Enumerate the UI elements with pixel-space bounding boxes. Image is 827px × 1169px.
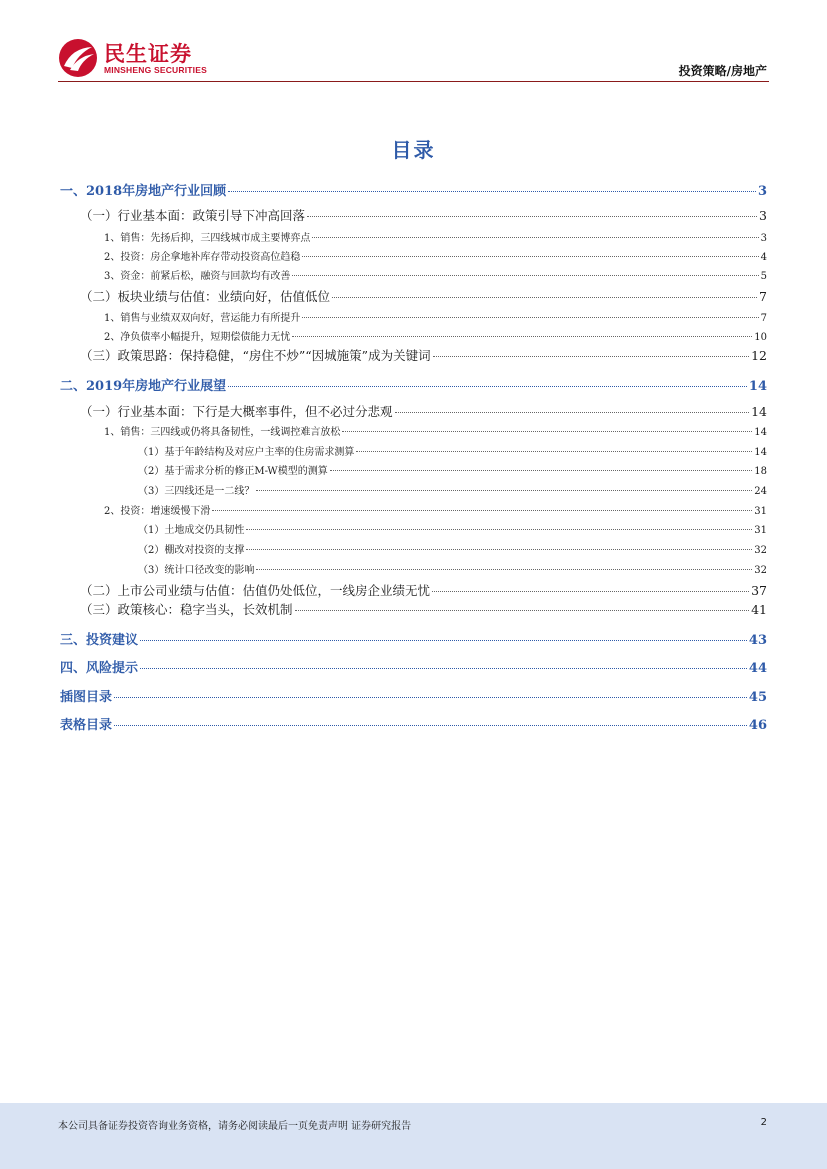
toc-entry-text: 一、2018年房地产行业回顾 bbox=[60, 184, 227, 199]
toc-page-number: 41 bbox=[751, 602, 767, 617]
toc-page-number: 14 bbox=[751, 404, 767, 419]
toc-entry-2-2[interactable] bbox=[80, 581, 767, 599]
dot-leader bbox=[228, 386, 747, 387]
minsheng-logo-icon bbox=[58, 38, 98, 78]
footer-page-number: 2 bbox=[760, 1117, 767, 1128]
toc-entry-text: 四、风险提示 bbox=[60, 661, 139, 676]
toc-page-number: 5 bbox=[760, 271, 767, 282]
toc-page-number: 10 bbox=[754, 332, 767, 343]
dot-leader bbox=[395, 412, 750, 413]
toc-entry-text: 1、销售：三四线或仍将具备韧性，一线调控难言放松 bbox=[104, 427, 341, 438]
toc-entry-2-3[interactable] bbox=[80, 600, 767, 618]
toc-page-number: 4 bbox=[760, 252, 767, 263]
dot-leader bbox=[356, 451, 752, 452]
toc-page-number: 12 bbox=[751, 348, 767, 363]
toc-page-number: 3 bbox=[757, 184, 767, 199]
toc-page-number: 14 bbox=[754, 447, 767, 458]
toc-entry-text: （一）行业基本面：下行是大概率事件，但不必过分悲观 bbox=[80, 404, 393, 419]
brand-name-en: MINSHENG SECURITIES bbox=[104, 65, 207, 75]
toc-entry-text: 1、销售：先扬后抑，三四线城市成主要博弈点 bbox=[104, 233, 311, 244]
toc-entry-1-1-3[interactable] bbox=[104, 267, 767, 285]
toc-entry-text: （三）政策核心：稳字当头，长效机制 bbox=[80, 602, 293, 617]
toc-entry-section-4[interactable] bbox=[60, 657, 767, 675]
toc-entry-2-1-2-1[interactable] bbox=[138, 521, 767, 539]
dot-leader bbox=[140, 640, 747, 641]
dot-leader bbox=[295, 610, 750, 611]
toc-entry-2-1-2-2[interactable] bbox=[138, 541, 767, 559]
toc-page-number: 45 bbox=[748, 690, 767, 705]
toc-entry-1-3[interactable] bbox=[80, 346, 767, 364]
dot-leader bbox=[332, 297, 757, 298]
page-header bbox=[0, 0, 827, 90]
dot-leader bbox=[140, 668, 747, 669]
toc-page-number: 46 bbox=[748, 718, 767, 733]
dot-leader bbox=[114, 725, 747, 726]
toc-entry-section-3[interactable] bbox=[60, 629, 767, 647]
toc-entry-1-2[interactable] bbox=[80, 287, 767, 305]
dot-leader bbox=[433, 356, 750, 357]
toc-entry-2-1-1-2[interactable] bbox=[138, 462, 767, 480]
dot-leader bbox=[302, 317, 758, 318]
toc-page-number: 3 bbox=[759, 208, 767, 223]
toc-entry-text: 表格目录 bbox=[60, 718, 113, 733]
toc-page-number: 32 bbox=[754, 545, 767, 556]
toc-page-number: 7 bbox=[760, 313, 767, 324]
toc-page-number: 7 bbox=[759, 289, 767, 304]
toc-entry-text: （3）三四线还是一二线？ bbox=[138, 486, 255, 497]
dot-leader bbox=[312, 237, 758, 238]
toc-page-number: 32 bbox=[754, 565, 767, 576]
toc-page-number: 14 bbox=[754, 427, 767, 438]
toc-entry-text: （1）土地成交仍具韧性 bbox=[138, 525, 245, 536]
toc-page-number: 24 bbox=[754, 486, 767, 497]
toc-entry-figure-list[interactable] bbox=[60, 686, 767, 704]
dot-leader bbox=[292, 275, 758, 276]
toc-entry-text: （2）基于需求分析的修正M-W模型的测算 bbox=[138, 466, 328, 477]
toc-page-number: 14 bbox=[748, 379, 767, 394]
toc-page-number: 37 bbox=[751, 583, 767, 598]
brand-name-cn: 民生证券 bbox=[104, 42, 192, 66]
dot-leader bbox=[256, 490, 752, 491]
toc-entry-1-1[interactable] bbox=[80, 206, 767, 224]
toc-entry-text: （二）板块业绩与估值：业绩向好，估值低位 bbox=[80, 289, 331, 304]
toc-entry-text: （3）统计口径改变的影响 bbox=[138, 565, 255, 576]
dot-leader bbox=[228, 191, 756, 192]
dot-leader bbox=[246, 529, 752, 530]
toc-entry-text: （2）棚改对投资的支撑 bbox=[138, 545, 245, 556]
toc-entry-text: 3、资金：前紧后松，融资与回款均有改善 bbox=[104, 271, 291, 282]
toc-entry-table-list[interactable] bbox=[60, 714, 767, 732]
toc-entry-text: （二）上市公司业绩与估值：估值仍处低位，一线房企业绩无忧 bbox=[80, 583, 431, 598]
toc-entry-2-1-1-1[interactable] bbox=[138, 443, 767, 461]
toc-page-number: 31 bbox=[754, 525, 767, 536]
toc-entry-2-1-2[interactable] bbox=[104, 502, 767, 520]
header-divider bbox=[58, 81, 769, 82]
dot-leader bbox=[114, 697, 747, 698]
toc-entry-2-1-1[interactable] bbox=[104, 423, 767, 441]
toc-entry-2-1-2-3[interactable] bbox=[138, 561, 767, 579]
toc-page-number: 3 bbox=[760, 233, 767, 244]
footer-disclaimer: 本公司具备证券投资咨询业务资格，请务必阅读最后一页免责声明 证券研究报告 bbox=[58, 1121, 412, 1132]
toc-page-number: 31 bbox=[754, 506, 767, 517]
toc-entry-text: 2、投资：房企拿地补库存带动投资高位趋稳 bbox=[104, 252, 301, 263]
toc-entry-text: 二、2019年房地产行业展望 bbox=[60, 379, 227, 394]
toc-entry-text: 2、投资：增速缓慢下滑 bbox=[104, 506, 211, 517]
toc-entry-1-1-2[interactable] bbox=[104, 248, 767, 266]
dot-leader bbox=[292, 336, 752, 337]
toc-entry-1-2-2[interactable] bbox=[104, 328, 767, 346]
toc-entry-1-2-1[interactable] bbox=[104, 309, 767, 327]
toc-entry-section-2[interactable] bbox=[60, 375, 767, 393]
toc-page-number: 44 bbox=[748, 661, 767, 676]
dot-leader bbox=[432, 591, 749, 592]
toc-page-number: 43 bbox=[748, 633, 767, 648]
toc-entry-text: 三、投资建议 bbox=[60, 633, 139, 648]
toc-entry-text: （1）基于年龄结构及对应户主率的住房需求测算 bbox=[138, 447, 355, 458]
toc-entry-1-1-1[interactable] bbox=[104, 229, 767, 247]
toc-entry-section-1[interactable] bbox=[60, 180, 767, 198]
dot-leader bbox=[302, 256, 758, 257]
toc-entry-text: 插图目录 bbox=[60, 690, 113, 705]
dot-leader bbox=[256, 569, 752, 570]
toc-page-number: 18 bbox=[754, 466, 767, 477]
toc-entry-2-1[interactable] bbox=[80, 402, 767, 420]
dot-leader bbox=[246, 549, 752, 550]
dot-leader bbox=[307, 216, 757, 217]
toc-entry-text: 2、净负债率小幅提升，短期偿债能力无忧 bbox=[104, 332, 291, 343]
dot-leader bbox=[330, 470, 753, 471]
dot-leader bbox=[212, 510, 752, 511]
toc-entry-2-1-1-3[interactable] bbox=[138, 482, 767, 500]
toc-entry-text: （一）行业基本面：政策引导下冲高回落 bbox=[80, 208, 306, 223]
page-footer bbox=[0, 1103, 827, 1169]
toc-entry-text: （三）政策思路：保持稳健，“房住不炒”“因城施策”成为关键词 bbox=[80, 348, 431, 363]
toc-title: 目录 bbox=[391, 138, 436, 162]
toc-entry-text: 1、销售与业绩双双向好，营运能力有所提升 bbox=[104, 313, 301, 324]
dot-leader bbox=[342, 431, 752, 432]
report-category: 投资策略/房地产 bbox=[678, 64, 767, 78]
